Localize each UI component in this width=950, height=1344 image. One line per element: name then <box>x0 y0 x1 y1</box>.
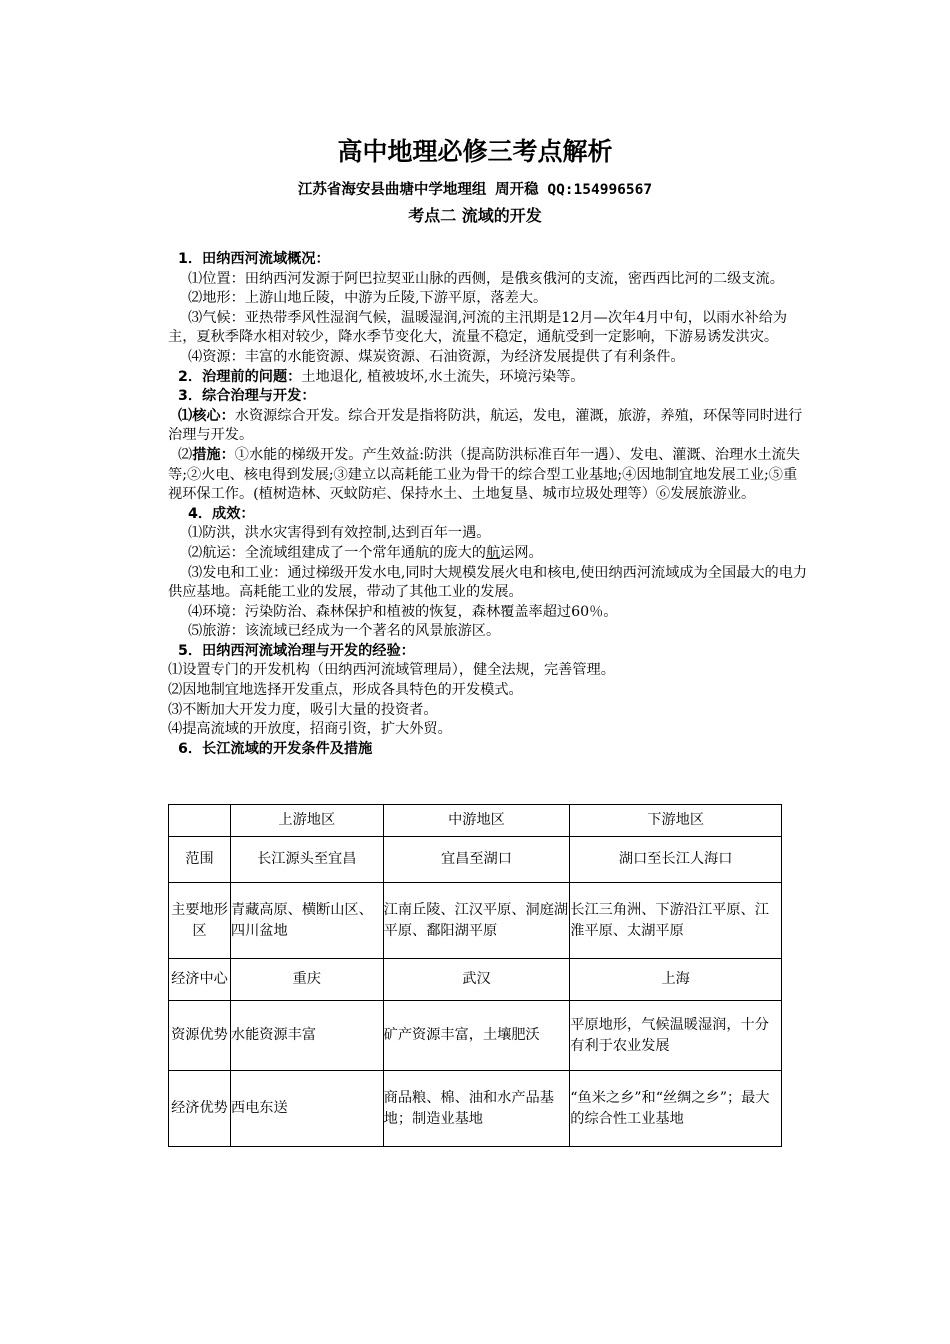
paragraph-climate: ⑶气候：亚热带季风性湿润气候，温暖湿润,河流的主汛期是12月—次年4月中旬，以雨水补给为主，夏秋季降水相对较少，降水季节变化大，流量不稳定，通航受到一定影响，下游易诱发洪灾。 <box>168 309 788 346</box>
section-3-heading: 3．综合治理与开发： <box>178 388 316 405</box>
table-header-row <box>169 805 782 837</box>
table-cell: 西电东送 <box>230 1071 383 1147</box>
paragraph-shipping <box>168 544 808 564</box>
experience-1: ⑴设置专门的开发机构（田纳西河流域管理局），健全法规，完善管理。 <box>168 662 615 679</box>
document-body <box>168 250 808 759</box>
paragraph-environment: ⑷环境：污染防治、森林保护和植被的恢复，森林覆盖率超过60％。 <box>188 603 618 620</box>
table-cell: 矿产资源丰富，土壤肥沃 <box>383 1001 570 1071</box>
paragraph-core <box>168 407 808 446</box>
section-5-heading: 5．田纳西河流域治理与开发的经验： <box>178 642 415 659</box>
table-cell: 水能资源丰富 <box>230 1001 383 1071</box>
table-header-cell: 下游地区 <box>570 805 782 837</box>
table-cell: 上海 <box>570 959 782 1001</box>
table-row <box>169 837 782 883</box>
table-row <box>169 959 782 1001</box>
experience-4: ⑷提高流域的开放度，招商引资，扩大外贸。 <box>168 721 452 738</box>
paragraph-flood: ⑴防洪，洪水灾害得到有效控制,达到百年一遇。 <box>188 525 491 542</box>
table-cell: 湖口至长江人海口 <box>570 837 782 883</box>
table-header-cell: 上游地区 <box>230 805 383 837</box>
paragraph-location: ⑴位置：田纳西河发源于阿巴拉契亚山脉的西侧，是俄亥俄河的支流，密西西比河的二级支流。 <box>188 270 784 287</box>
table-cell: 平原地形，气候温暖湿润，十分有利于农业发展 <box>570 1001 782 1071</box>
row-label: 经济优势 <box>169 1071 231 1147</box>
row-label: 经济中心 <box>169 959 231 1001</box>
measures-label: 措施： <box>192 446 235 463</box>
yangtze-table <box>168 804 782 1147</box>
paragraph-tourism: ⑸旅游：该流域已经成为一个著名的风景旅游区。 <box>188 623 501 640</box>
table-cell: 青藏高原、横断山区、四川盆地 <box>230 883 383 959</box>
table-row <box>169 1071 782 1147</box>
core-text: 水资源综合开发。综合开发是指将防洪，航运，发电，灌溉，旅游，养殖，环保等同时进行治理与开发。 <box>168 407 803 444</box>
paragraph-measures <box>168 446 808 505</box>
row-label: 范围 <box>169 837 231 883</box>
table-cell: 长江三角洲、下游沿江平原、江淮平原、太湖平原 <box>570 883 782 959</box>
experience-3: ⑶不断加大开发力度，吸引大量的投资者。 <box>168 701 438 718</box>
paragraph-terrain: ⑵地形：上游山地丘陵，中游为丘陵,下游平原，落差大。 <box>188 290 548 307</box>
table-row <box>169 1001 782 1071</box>
table-cell: 江南丘陵、江汉平原、洞庭湖平原、鄱阳湖平原 <box>383 883 570 959</box>
section-2-heading: 2．治理前的问题： <box>178 368 302 385</box>
paragraph-resources: ⑷资源：丰富的水能资源、煤炭资源、石油资源，为经济发展提供了有利条件。 <box>188 348 685 365</box>
table-cell: 长江源头至宜昌 <box>230 837 383 883</box>
measures-prefix: ⑵ <box>178 446 193 463</box>
shipping-text-b: 运网。 <box>500 544 543 561</box>
table-cell: “鱼米之乡”和“丝绸之乡”；最大的综合性工业基地 <box>570 1071 782 1147</box>
section-6-heading: 6．长江流域的开发条件及措施 <box>178 740 373 757</box>
measures-text: ①水能的梯级开发。产生效益:防洪（提高防洪标准百年一遇）、发电、灌溉、治理水土流失等;②火电、核电得到发展;③建立以高耗能工业为骨干的综合型工业基地;④因地制宜地发展工业;⑤重视环保工作。(植树造林、灭蚊防疟、保持水土、土地复垦、城市垃圾处理等）⑥发展旅游业。 <box>168 446 800 503</box>
topic-heading: 考点二 流域的开发 <box>408 206 542 225</box>
table-cell: 武汉 <box>383 959 570 1001</box>
experience-2: ⑵因地制宜地选择开发重点，形成各具特色的开发模式。 <box>168 682 523 699</box>
shipping-text-underlined: 航 <box>485 544 501 561</box>
table-header-cell: 中游地区 <box>383 805 570 837</box>
shipping-text-a: ⑵航运：全流域组建成了一个常年通航的庞大的 <box>188 544 486 561</box>
page-title: 高中地理必修三考点解析 <box>337 137 613 166</box>
row-label: 资源优势 <box>169 1001 231 1071</box>
table-row <box>169 883 782 959</box>
table-cell: 宜昌至湖口 <box>383 837 570 883</box>
paragraph-power: ⑶发电和工业：通过梯级开发水电,同时大规模发展火电和核电,使田纳西河流域成为全国最大的电力供应基地。高耗能工业的发展，带动了其他工业的发展。 <box>168 564 808 601</box>
table-header-cell <box>169 805 231 837</box>
row-label: 主要地形区 <box>169 883 231 959</box>
core-label: ⑴核心： <box>178 407 235 424</box>
table-cell: 重庆 <box>230 959 383 1001</box>
section-1-heading: 1．田纳西河流域概况： <box>178 251 330 267</box>
section-4-heading: 4．成效： <box>188 505 255 522</box>
section-2-text: 土地退化, 植被坡坏,水土流失，环境污染等。 <box>301 368 585 385</box>
author-line: 江苏省海安县曲塘中学地理组 周开稳 QQ:154996567 <box>297 182 653 198</box>
table-cell: 商品粮、棉、油和水产品基地；制造业基地 <box>383 1071 570 1147</box>
section-2 <box>168 368 808 388</box>
